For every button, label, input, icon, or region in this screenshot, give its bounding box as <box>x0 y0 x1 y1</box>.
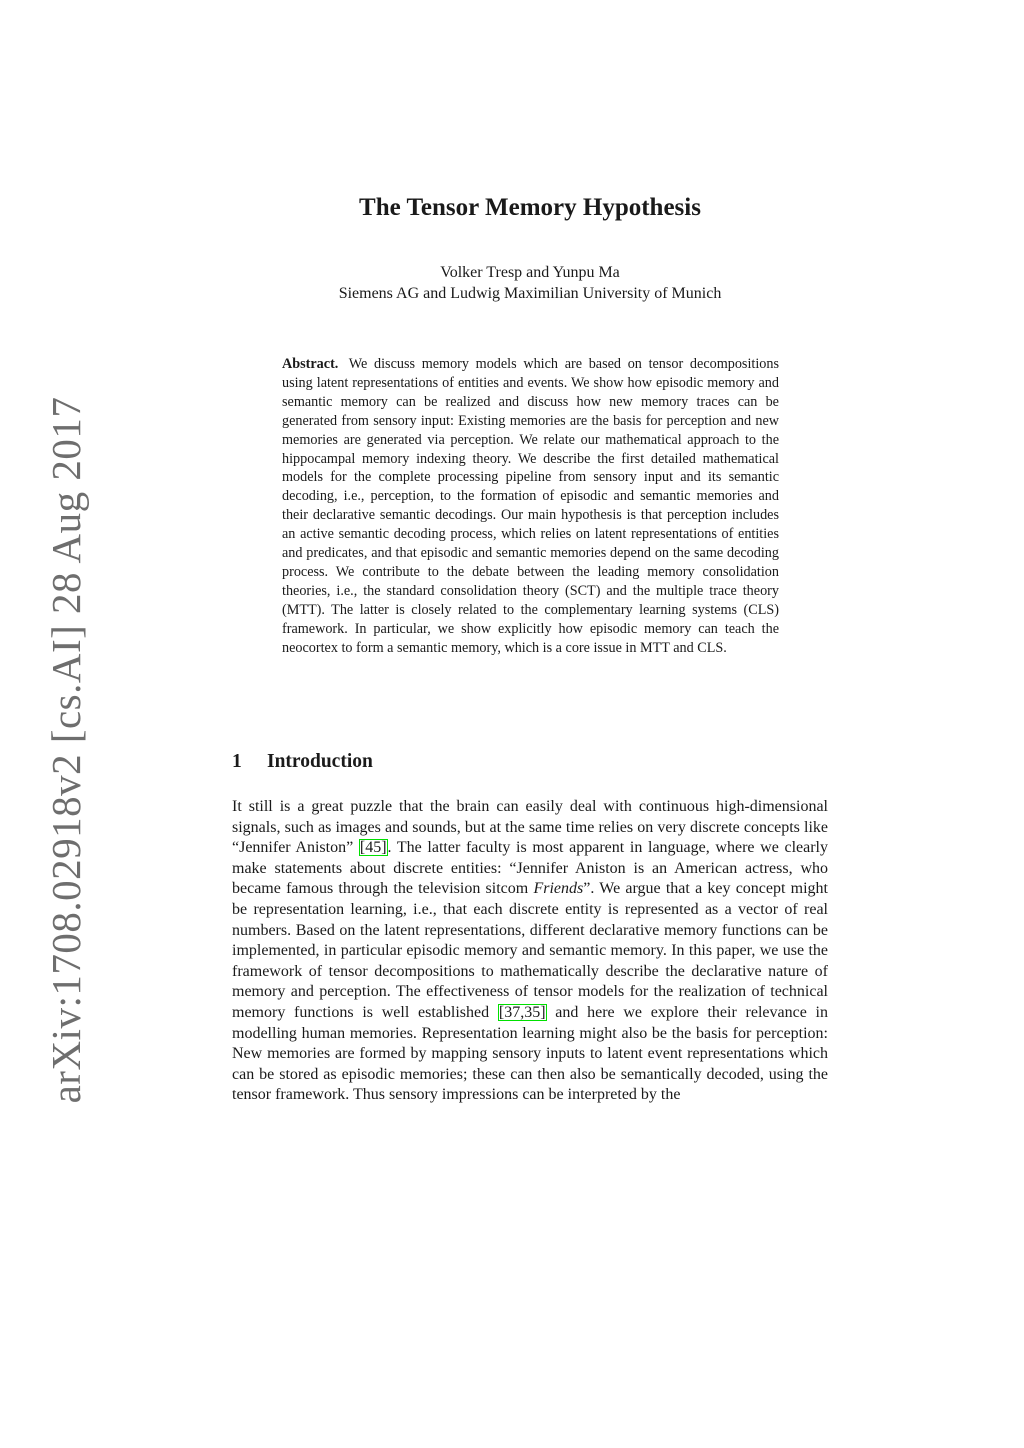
intro-text-1: It still is a great puzzle that the brain can easily deal with continuous high-dimensional signals, such as images and sounds, but at the same time relies on very discrete concepts like “Jennifer Aniston” <box>232 798 828 857</box>
intro-text-3: ”. We argue that a key concept might be representation learning, i.e., that each discrete entity is represented as a vector of real numbers. Based on the latent representations, different declarative memory functions can be implemented, in particular episodic memory and semantic memory. In this paper, we use the framework of tensor decompositions to mathematically describe the declarative nature of memory and perception. The effectiveness of tensor models for the realization of technical memory functions is well established <box>232 880 828 1021</box>
abstract <box>282 355 779 658</box>
section-number: 1 <box>232 751 242 772</box>
abstract-text: We discuss memory models which are based on tensor decompositions using latent representations of entities and events. We show how episodic memory and semantic memory can be realized and discuss how new memory traces can be generated from sensory input: Existing memories are the basis for perception and new memories are generated via perception. We relate our mathematical approach to the hippocampal memory indexing theory. We describe the first detailed mathematical models for the complete processing pipeline from sensory input and its semantic decoding, i.e., perception, to the formation of episodic and semantic memories and their declarative semantic decodings. Our main hypothesis is that perception includes an active semantic decoding process, which relies on latent representations of entities and predicates, and that episodic and semantic memories depend on the same decoding process. We contribute to the debate between the leading memory consolidation theories, i.e., the standard consolidation theory (SCT) and the multiple trace theory (MTT). The latter is closely related to the complementary learning systems (CLS) framework. In particular, we show explicitly how episodic memory can teach the neocortex to form a semantic memory, which is a core issue in MTT and CLS. <box>282 356 779 656</box>
citation-link[interactable]: [37,35] <box>498 1003 546 1021</box>
author-names: Volker Tresp and Yunpu Ma <box>440 264 620 281</box>
author-block <box>232 262 828 304</box>
emphasis-friends: Friends <box>533 880 584 898</box>
paper-title: The Tensor Memory Hypothesis <box>359 194 701 221</box>
introduction-paragraph <box>232 797 828 1106</box>
intro-text-2: . The latter faculty is most apparent in language, where we clearly make statements about discrete entities: “Jennifer Aniston is an American actress, who became famous through the television sitcom <box>232 839 829 898</box>
section-heading <box>232 751 373 773</box>
citation-link[interactable]: [45] <box>359 839 387 857</box>
arxiv-identifier-stamp: arXiv:1708.02918v2 [cs.AI] 28 Aug 2017 <box>43 396 89 1104</box>
intro-text-4: and here we explore their relevance in modelling human memories. Representation learning might also be the basis for perception: New memories are formed by mapping sensory inputs to latent event representations which can be stored as episodic memories; these can then also be semantically decoded, using the tensor framework. Thus sensory impressions can be interpreted by the <box>232 1003 829 1104</box>
section-title: Introduction <box>267 751 373 772</box>
abstract-label: Abstract. <box>282 356 339 372</box>
author-affiliation: Siemens AG and Ludwig Maximilian University of Munich <box>338 285 722 302</box>
